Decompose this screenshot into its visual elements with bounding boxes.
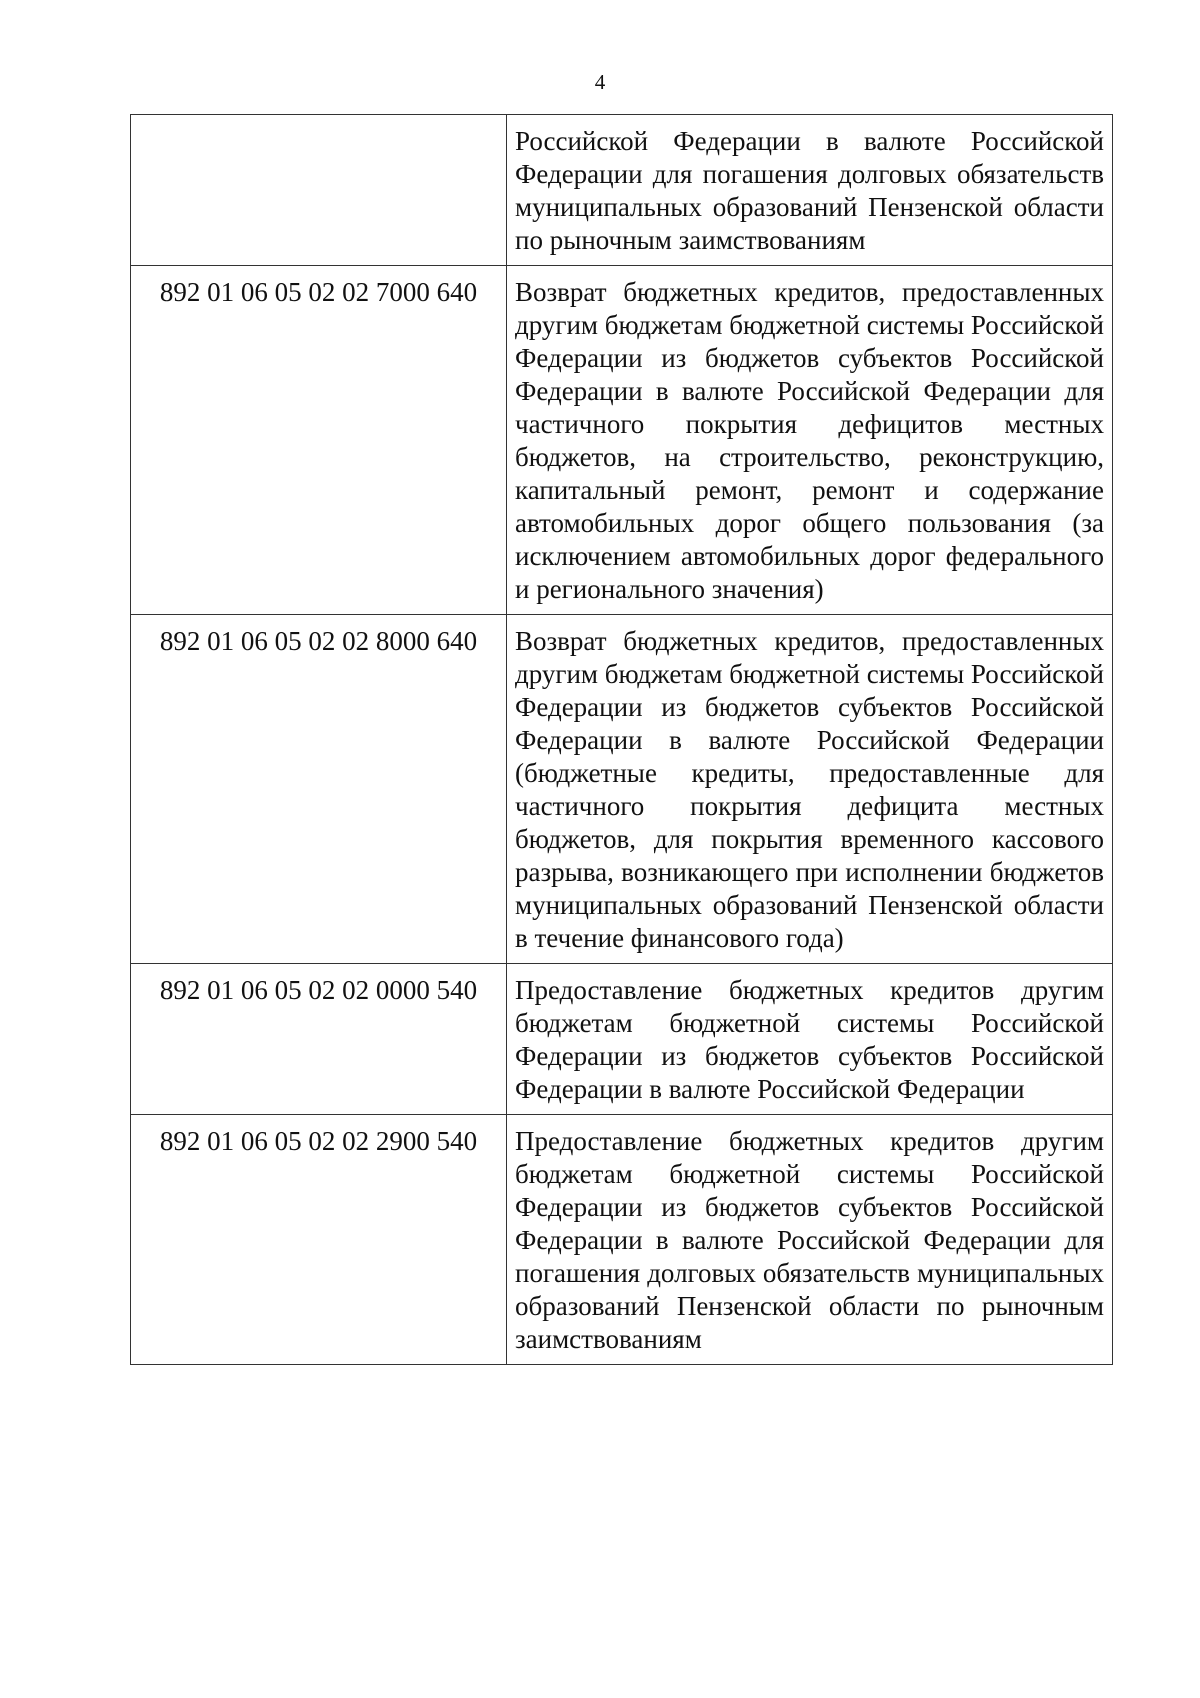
- description-cell: Возврат бюджетных кредитов, предоставленных другим бюджетам бюджетной системы Российской Федерации из бюджетов субъектов Российской Федерации в валюте Российской Федерации для частичного покрытия дефицитов местных бюджетов, на строительство, реконструкцию, капитальный ремонт, ремонт и содержание автомобильных дорог общего пользования (за исключением автомобильных дорог федерального и регионального значения): [507, 266, 1113, 615]
- code-cell: [131, 115, 507, 266]
- description-cell: Возврат бюджетных кредитов, предоставленных другим бюджетам бюджетной системы Российской Федерации из бюджетов субъектов Российской Федерации в валюте Российской Федерации (бюджетные кредиты, предоставленные для частичного покрытия дефицита местных бюджетов, для покрытия временного кассового разрыва, возникающего при исполнении бюджетов муниципальных образований Пензенской области в течение финансового года): [507, 615, 1113, 964]
- code-cell: 892 01 06 05 02 02 8000 640: [131, 615, 507, 964]
- page-number: 4: [594, 70, 606, 94]
- code-cell: 892 01 06 05 02 02 2900 540: [131, 1115, 507, 1365]
- table-row: [131, 964, 1113, 1115]
- description-cell: Предоставление бюджетных кредитов другим бюджетам бюджетной системы Российской Федерации из бюджетов субъектов Российской Федерации в валюте Российской Федерации для погашения долговых обязательств муниципальных образований Пензенской области по рыночным заимствованиям: [507, 1115, 1113, 1365]
- table-row: [131, 615, 1113, 964]
- table-row: [131, 1115, 1113, 1365]
- description-cell: Предоставление бюджетных кредитов другим бюджетам бюджетной системы Российской Федерации из бюджетов субъектов Российской Федерации в валюте Российской Федерации: [507, 964, 1113, 1115]
- budget-codes-table: [130, 114, 1113, 1365]
- table-row: [131, 115, 1113, 266]
- code-cell: 892 01 06 05 02 02 7000 640: [131, 266, 507, 615]
- table-row: [131, 266, 1113, 615]
- description-cell: Российской Федерации в валюте Российской Федерации для погашения долговых обязательств муниципальных образований Пензенской области по рыночным заимствованиям: [507, 115, 1113, 266]
- code-cell: 892 01 06 05 02 02 0000 540: [131, 964, 507, 1115]
